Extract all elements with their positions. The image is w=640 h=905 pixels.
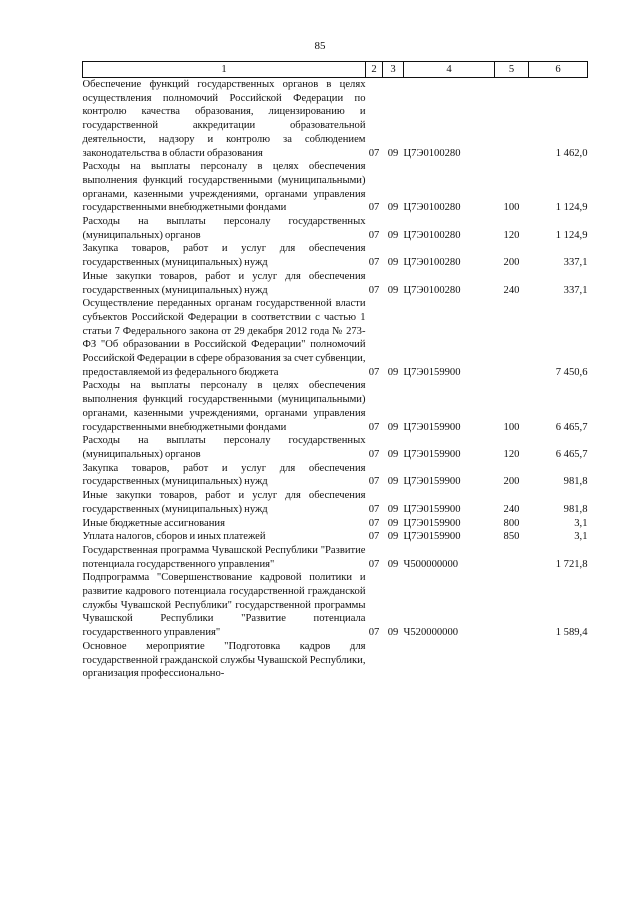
row-description: Расходы на выплаты персоналу государственных (муниципальных) органов — [82, 216, 366, 241]
row-subsection — [383, 640, 404, 681]
row-target-article: Ц7Э0159900 — [403, 366, 461, 378]
row-subsection: 09 — [387, 517, 399, 529]
column-header: 4 — [404, 62, 495, 78]
row-description: Иные бюджетные ассигнования — [82, 517, 225, 529]
row-target-article: Ц7Э0100280 — [403, 229, 461, 241]
row-description: Подпрограмма "Совершенствование кадровой политики и развитие кадрового потенциала государственной гражданской службы Чувашской Республики" государственной программы Чувашской Республики "Развитие потенциала государственного управления" — [82, 572, 366, 639]
row-description: Иные закупки товаров, работ и услуг для обеспечения государственных (муниципальных) нужд — [82, 490, 366, 515]
row-amount: 1 462,0 — [555, 147, 588, 159]
row-target-article: Ц7Э0159900 — [403, 448, 461, 460]
row-subsection: 09 — [387, 229, 399, 241]
row-target-article: Ц7Э0159900 — [403, 517, 461, 529]
table-row — [83, 78, 588, 161]
row-target-article: Ц7Э0100280 — [403, 284, 461, 296]
row-amount: 6 465,7 — [555, 448, 588, 460]
row-amount: 1 721,8 — [555, 558, 588, 570]
row-expense-type — [495, 571, 529, 640]
row-description: Иные закупки товаров, работ и услуг для обеспечения государственных (муниципальных) нужд — [82, 270, 366, 296]
table-row — [83, 571, 588, 640]
row-amount: 981,8 — [563, 476, 588, 488]
row-section: 07 — [368, 284, 380, 296]
row-amount: 1 589,4 — [555, 627, 588, 639]
row-target-article: Ц7Э0100280 — [403, 257, 461, 269]
row-target-article: Ц7Э0100280 — [403, 202, 461, 214]
row-expense-type: 800 — [503, 517, 520, 529]
row-amount: 1 124,9 — [555, 202, 588, 214]
row-section — [366, 640, 383, 681]
row-expense-type — [495, 78, 529, 161]
row-target-article: Ч520000000 — [403, 627, 459, 639]
row-target-article: Ц7Э0159900 — [403, 531, 461, 543]
table-row — [83, 215, 588, 242]
row-expense-type: 120 — [503, 229, 520, 241]
row-target-article: Ч500000000 — [403, 558, 459, 570]
row-subsection: 09 — [387, 147, 399, 159]
row-section: 07 — [368, 517, 380, 529]
row-amount: 981,8 — [563, 503, 588, 515]
table-row — [83, 462, 588, 489]
table-row — [83, 297, 588, 379]
row-description: Основное мероприятие "Подготовка кадров для государственной гражданской службы Чувашской Республики, организация профессионально- — [82, 640, 366, 680]
row-section: 07 — [368, 448, 380, 460]
row-subsection: 09 — [387, 476, 399, 488]
row-subsection: 09 — [387, 627, 399, 639]
table-row — [83, 379, 588, 434]
row-description: Уплата налогов, сборов и иных платежей — [82, 531, 266, 543]
row-description: Расходы на выплаты персоналу в целях обеспечения выполнения функций государственными (муниципальными) органами, казенными учреждениями, органами управления государственными внебюджетными фондами — [82, 161, 366, 214]
row-subsection: 09 — [387, 202, 399, 214]
row-expense-type: 100 — [503, 202, 520, 214]
column-header: 3 — [383, 62, 404, 78]
row-section: 07 — [368, 558, 380, 570]
column-header: 5 — [495, 62, 529, 78]
table-row — [83, 530, 588, 544]
table-body — [83, 78, 588, 681]
row-amount: 6 465,7 — [555, 421, 588, 433]
table-row — [83, 242, 588, 269]
column-header: 1 — [83, 62, 366, 78]
row-section: 07 — [368, 627, 380, 639]
row-amount: 7 450,6 — [555, 366, 588, 378]
row-expense-type: 120 — [503, 448, 520, 460]
row-section: 07 — [368, 366, 380, 378]
row-subsection: 09 — [387, 558, 399, 570]
row-target-article: Ц7Э0159900 — [403, 503, 461, 515]
row-amount: 3,1 — [574, 531, 588, 543]
row-expense-type: 240 — [503, 284, 520, 296]
page-number: 85 — [314, 40, 326, 52]
row-expense-type: 200 — [503, 257, 520, 269]
row-target-article — [404, 640, 495, 681]
row-description: Обеспечение функций государственных органов в целях осуществления полномочий Российской Федерации по контролю качества образования, лицензированию и государственной аккредитации образовательной деятельности, надзору и контролю за соблюдением законодательства в области образования — [82, 79, 366, 159]
row-section: 07 — [368, 147, 380, 159]
row-section: 07 — [368, 531, 380, 543]
row-expense-type — [495, 297, 529, 379]
row-amount: 337,1 — [563, 257, 588, 269]
table-row — [83, 160, 588, 215]
row-section: 07 — [368, 476, 380, 488]
column-header: 6 — [529, 62, 588, 78]
row-description: Закупка товаров, работ и услуг для обеспечения государственных (муниципальных) нужд — [82, 243, 366, 269]
table-row — [83, 517, 588, 531]
row-amount: 3,1 — [574, 517, 588, 529]
row-expense-type: 240 — [503, 503, 520, 515]
row-subsection: 09 — [387, 366, 399, 378]
row-target-article: Ц7Э0100280 — [403, 147, 461, 159]
row-section: 07 — [368, 202, 380, 214]
table-row — [83, 640, 588, 681]
table-header-row — [83, 62, 588, 78]
row-expense-type — [495, 640, 529, 681]
row-amount: 337,1 — [563, 284, 588, 296]
row-expense-type: 200 — [503, 476, 520, 488]
row-section: 07 — [368, 503, 380, 515]
row-description: Осуществление переданных органам государственной власти субъектов Российской Федерации в соответствии с частью 1 статьи 7 Федерального закона от 29 декабря 2012 года № 273-ФЗ "Об образовании в Российской Федерации" полномочий Российской Федерации в сфере образования за счет субвенции, предоставляемой из федерального бюджета — [82, 298, 366, 378]
row-amount: 1 124,9 — [555, 229, 588, 241]
row-section: 07 — [368, 229, 380, 241]
column-header: 2 — [366, 62, 383, 78]
table-row — [83, 434, 588, 461]
row-subsection: 09 — [387, 284, 399, 296]
row-expense-type — [495, 544, 529, 571]
row-expense-type: 850 — [503, 531, 520, 543]
row-subsection: 09 — [387, 531, 399, 543]
row-amount — [529, 640, 588, 681]
row-subsection: 09 — [387, 448, 399, 460]
table-row — [83, 544, 588, 571]
row-description: Государственная программа Чувашской Республики "Развитие потенциала государственного управления" — [82, 544, 366, 570]
row-subsection: 09 — [387, 503, 399, 515]
row-description: Закупка товаров, работ и услуг для обеспечения государственных (муниципальных) нужд — [82, 462, 366, 488]
table-row — [83, 489, 588, 516]
row-description: Расходы на выплаты персоналу в целях обеспечения выполнения функций государственными (муниципальными) органами, казенными учреждениями, органами управления государственными внебюджетными фондами — [82, 380, 366, 433]
row-expense-type: 100 — [503, 421, 520, 433]
row-section: 07 — [368, 257, 380, 269]
row-target-article: Ц7Э0159900 — [403, 421, 461, 433]
row-description: Расходы на выплаты персоналу государственных (муниципальных) органов — [82, 435, 366, 460]
row-subsection: 09 — [387, 257, 399, 269]
row-target-article: Ц7Э0159900 — [403, 476, 461, 488]
budget-table — [82, 61, 588, 681]
row-subsection: 09 — [387, 421, 399, 433]
table-row — [83, 270, 588, 297]
row-section: 07 — [368, 421, 380, 433]
